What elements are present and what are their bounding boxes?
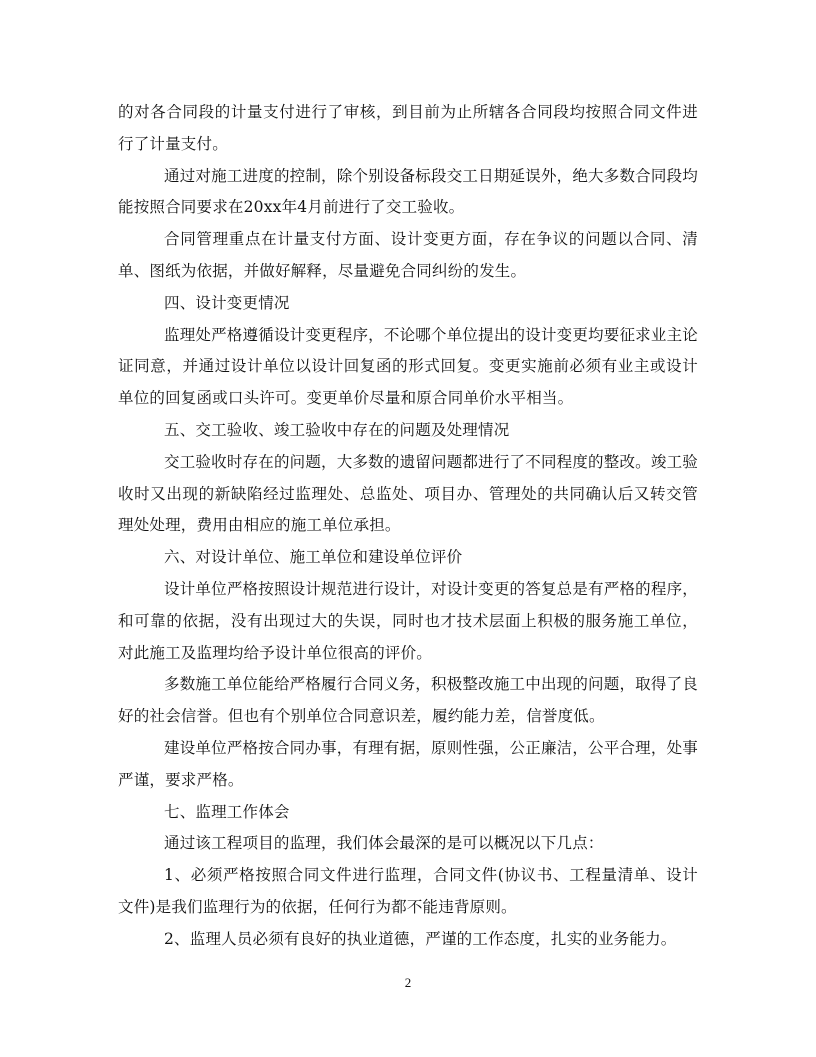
paragraph: 五、交工验收、竣工验收中存在的问题及处理情况 bbox=[164, 420, 510, 439]
paragraph: 建设单位严格按合同办事，有理有据，原则性强，公正廉洁，公平合理，处事严谨，要求严格。 bbox=[118, 738, 698, 789]
paragraph: 多数施工单位能给严格履行合同义务，积极整改施工中出现的问题，取得了良好的社会信誉。但也有个别单位合同意识差，履约能力差，信誉度低。 bbox=[118, 675, 698, 726]
paragraph: 七、监理工作体会 bbox=[164, 802, 290, 821]
paragraph: 四、设计变更情况 bbox=[164, 293, 290, 312]
paragraph: 1、必须严格按照合同文件进行监理，合同文件(协议书、工程量清单、设计文件)是我们监理行为的依据，任何行为都不能违背原则。 bbox=[118, 866, 698, 916]
page-number: 2 bbox=[404, 975, 412, 990]
paragraph: 设计单位严格按照设计规范进行设计，对设计变更的答复总是有严格的程序，和可靠的依据，没有出现过大的失误，同时也才技术层面上积极的服务施工单位，对此施工及监理均给予设计单位很高的评价。 bbox=[118, 579, 698, 662]
paragraph: 2、监理人员必须有良好的执业道德，严谨的工作态度，扎实的业务能力。 bbox=[164, 929, 677, 948]
paragraph: 通过该工程项目的监理，我们体会最深的是可以概况以下几点： bbox=[164, 834, 604, 853]
paragraph: 通过对施工进度的控制，除个别设备标段交工日期延误外，绝大多数合同段均能按照合同要求在20xx年4月前进行了交工验收。 bbox=[118, 166, 698, 217]
paragraph: 交工验收时存在的问题，大多数的遗留问题都进行了不同程度的整改。竣工验收时又出现的新缺陷经过监理处、总监处、项目办、管理处的共同确认后又转交管理处处理，费用由相应的施工单位承担。 bbox=[118, 452, 698, 535]
paragraph: 的对各合同段的计量支付进行了审核，到目前为止所辖各合同段均按照合同文件进行了计量支付。 bbox=[118, 103, 698, 153]
document-body bbox=[118, 97, 698, 956]
paragraph: 合同管理重点在计量支付方面、设计变更方面，存在争议的问题以合同、清单、图纸为依据，并做好解释，尽量避免合同纠纷的发生。 bbox=[118, 230, 698, 280]
paragraph: 监理处严格遵循设计变更程序，不论哪个单位提出的设计变更均要征求业主论证同意，并通过设计单位以设计回复函的形式回复。变更实施前必须有业主或设计单位的回复函或口头许可。变更单价尽量和原合同单价水平相当。 bbox=[118, 325, 698, 408]
paragraph: 六、对设计单位、施工单位和建设单位评价 bbox=[164, 548, 463, 567]
